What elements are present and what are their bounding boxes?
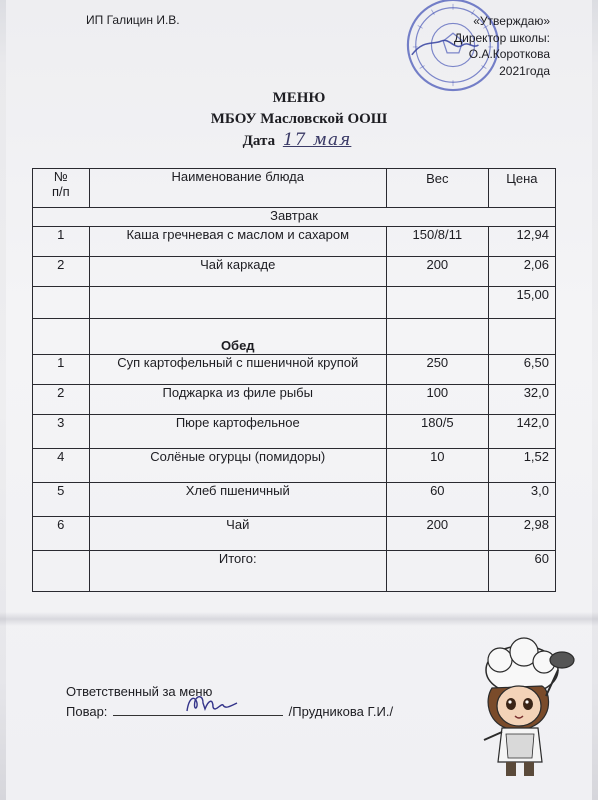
row-dish: Суп картофельный с пшеничной крупой bbox=[89, 355, 386, 385]
row-num: 1 bbox=[33, 227, 90, 257]
row-dish: Каша гречневая с маслом и сахаром bbox=[89, 227, 386, 257]
breakfast-section-row bbox=[33, 208, 556, 227]
cook-name: /Прудникова Г.И./ bbox=[288, 704, 394, 719]
row-num: 2 bbox=[33, 385, 90, 415]
responsible-label: Ответственный за меню bbox=[66, 684, 213, 699]
row-price: 6,50 bbox=[488, 355, 555, 385]
row-weight: 180/5 bbox=[386, 415, 488, 449]
total-value: 60 bbox=[488, 551, 555, 592]
menu-title-block bbox=[0, 88, 598, 152]
header-name: Наименование блюда bbox=[89, 169, 386, 208]
row-dish: Хлеб пшеничный bbox=[89, 483, 386, 517]
school-name: МБОУ Масловской ООШ bbox=[210, 111, 388, 127]
fold-shadow bbox=[0, 612, 598, 626]
row-num: 2 bbox=[33, 257, 90, 287]
row-price: 12,94 bbox=[488, 227, 555, 257]
row-num: 6 bbox=[33, 517, 90, 551]
lunch-section-row bbox=[33, 319, 556, 355]
row-dish: Поджарка из филе рыбы bbox=[89, 385, 386, 415]
table-row bbox=[33, 483, 556, 517]
row-dish: Чай каркаде bbox=[89, 257, 386, 287]
breakfast-subtotal-row bbox=[33, 287, 556, 319]
date-label: Дата bbox=[242, 133, 276, 149]
row-weight: 150/8/11 bbox=[386, 227, 488, 257]
row-num: 4 bbox=[33, 449, 90, 483]
table-row bbox=[33, 385, 556, 415]
row-price: 142,0 bbox=[488, 415, 555, 449]
header-num: № п/п bbox=[33, 169, 90, 208]
row-weight: 200 bbox=[386, 257, 488, 287]
breakfast-label: Завтрак bbox=[33, 208, 556, 227]
row-price: 1,52 bbox=[488, 449, 555, 483]
approval-block bbox=[454, 13, 550, 79]
footer-block bbox=[66, 682, 393, 721]
table-row bbox=[33, 449, 556, 483]
table-row bbox=[33, 257, 556, 287]
lunch-label: Обед bbox=[89, 319, 386, 355]
header-weight: Вес bbox=[386, 169, 488, 208]
vendor-name: ИП Галицин И.В. bbox=[86, 13, 180, 27]
row-num: 1 bbox=[33, 355, 90, 385]
total-label: Итого: bbox=[89, 551, 386, 592]
row-weight: 60 bbox=[386, 483, 488, 517]
date-value: 17 мая bbox=[282, 130, 352, 150]
menu-title: МЕНЮ bbox=[272, 90, 326, 106]
chef-girl-sticker-icon bbox=[462, 630, 580, 780]
row-price: 32,0 bbox=[488, 385, 555, 415]
approve-title: «Утверждаю» bbox=[473, 14, 550, 28]
row-dish: Чай bbox=[89, 517, 386, 551]
approve-position: Директор школы: bbox=[454, 30, 550, 45]
signature-line bbox=[113, 701, 283, 716]
header-price: Цена bbox=[488, 169, 555, 208]
approve-director: О.А.Короткова bbox=[468, 47, 550, 61]
row-dish: Пюре картофельное bbox=[89, 415, 386, 449]
approve-year: 2021года bbox=[499, 63, 550, 78]
table-row bbox=[33, 517, 556, 551]
table-row bbox=[33, 415, 556, 449]
row-dish: Солёные огурцы (помидоры) bbox=[89, 449, 386, 483]
row-price: 2,98 bbox=[488, 517, 555, 551]
row-price: 3,0 bbox=[488, 483, 555, 517]
cook-label: Повар: bbox=[66, 704, 108, 719]
row-num: 3 bbox=[33, 415, 90, 449]
row-weight: 100 bbox=[386, 385, 488, 415]
row-weight: 250 bbox=[386, 355, 488, 385]
breakfast-subtotal: 15,00 bbox=[488, 287, 555, 319]
row-num: 5 bbox=[33, 483, 90, 517]
row-weight: 200 bbox=[386, 517, 488, 551]
total-row bbox=[33, 551, 556, 592]
row-price: 2,06 bbox=[488, 257, 555, 287]
row-weight: 10 bbox=[386, 449, 488, 483]
table-header-row bbox=[33, 169, 556, 208]
cook-line bbox=[66, 701, 393, 721]
menu-table bbox=[32, 168, 556, 592]
signature-icon bbox=[183, 691, 243, 717]
table-row bbox=[33, 355, 556, 385]
table-row bbox=[33, 227, 556, 257]
date-line bbox=[0, 130, 598, 152]
